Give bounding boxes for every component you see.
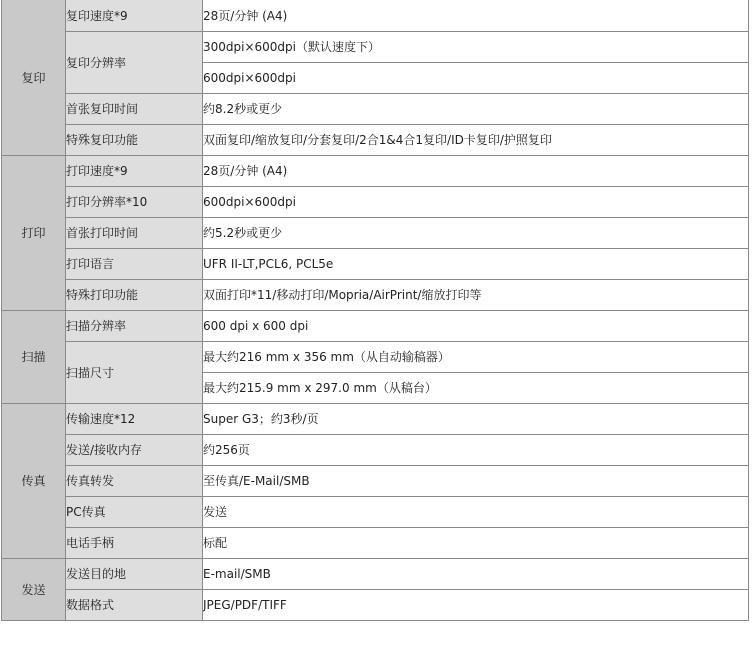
spec-label: PC传真 <box>66 496 203 527</box>
spec-value: 约8.2秒或更少 <box>203 93 749 124</box>
section-title-print: 打印 <box>2 155 66 310</box>
table-row <box>2 403 749 434</box>
spec-value: 28页/分钟 (A4) <box>203 0 749 31</box>
spec-label: 首张打印时间 <box>66 217 203 248</box>
table-row <box>2 31 749 62</box>
spec-value: 300dpi×600dpi（默认速度下） <box>203 31 749 62</box>
spec-label: 发送/接收内存 <box>66 434 203 465</box>
spec-value: 双面复印/缩放复印/分套复印/2合1&4合1复印/ID卡复印/护照复印 <box>203 124 749 155</box>
spec-label: 扫描分辨率 <box>66 310 203 341</box>
spec-value: 600dpi×600dpi <box>203 186 749 217</box>
spec-value: 双面打印*11/移动打印/Mopria/AirPrint/缩放打印等 <box>203 279 749 310</box>
spec-label: 扫描尺寸 <box>66 341 203 403</box>
spec-value: 600dpi×600dpi <box>203 62 749 93</box>
spec-label: 打印分辨率*10 <box>66 186 203 217</box>
spec-label: 电话手柄 <box>66 527 203 558</box>
table-row <box>2 186 749 217</box>
spec-value: 最大约216 mm x 356 mm（从自动输稿器） <box>203 341 749 372</box>
spec-label: 复印分辨率 <box>66 31 203 93</box>
spec-value: UFR II-LT,PCL6, PCL5e <box>203 248 749 279</box>
spec-table <box>1 0 749 621</box>
spec-value: 600 dpi x 600 dpi <box>203 310 749 341</box>
table-row <box>2 496 749 527</box>
spec-value: JPEG/PDF/TIFF <box>203 589 749 620</box>
spec-label: 特殊打印功能 <box>66 279 203 310</box>
table-row <box>2 465 749 496</box>
section-title-scan: 扫描 <box>2 310 66 403</box>
spec-label: 特殊复印功能 <box>66 124 203 155</box>
table-row <box>2 217 749 248</box>
table-row <box>2 155 749 186</box>
table-row <box>2 558 749 589</box>
table-row <box>2 93 749 124</box>
spec-label: 发送目的地 <box>66 558 203 589</box>
table-row <box>2 124 749 155</box>
section-title-copy: 复印 <box>2 0 66 155</box>
spec-label: 打印速度*9 <box>66 155 203 186</box>
spec-value: 约5.2秒或更少 <box>203 217 749 248</box>
section-title-fax: 传真 <box>2 403 66 558</box>
table-row <box>2 0 749 31</box>
table-row <box>2 279 749 310</box>
table-row <box>2 589 749 620</box>
spec-value: 标配 <box>203 527 749 558</box>
section-title-send: 发送 <box>2 558 66 620</box>
table-row <box>2 434 749 465</box>
spec-value: E-mail/SMB <box>203 558 749 589</box>
spec-label: 传输速度*12 <box>66 403 203 434</box>
spec-value: Super G3；约3秒/页 <box>203 403 749 434</box>
spec-label: 传真转发 <box>66 465 203 496</box>
table-row <box>2 341 749 372</box>
spec-label: 首张复印时间 <box>66 93 203 124</box>
spec-label: 复印速度*9 <box>66 0 203 31</box>
spec-value: 28页/分钟 (A4) <box>203 155 749 186</box>
table-row <box>2 310 749 341</box>
spec-value: 发送 <box>203 496 749 527</box>
spec-label: 数据格式 <box>66 589 203 620</box>
spec-label: 打印语言 <box>66 248 203 279</box>
table-row <box>2 527 749 558</box>
table-row <box>2 248 749 279</box>
spec-value: 至传真/E-Mail/SMB <box>203 465 749 496</box>
spec-value: 约256页 <box>203 434 749 465</box>
spec-value: 最大约215.9 mm x 297.0 mm（从稿台） <box>203 372 749 403</box>
